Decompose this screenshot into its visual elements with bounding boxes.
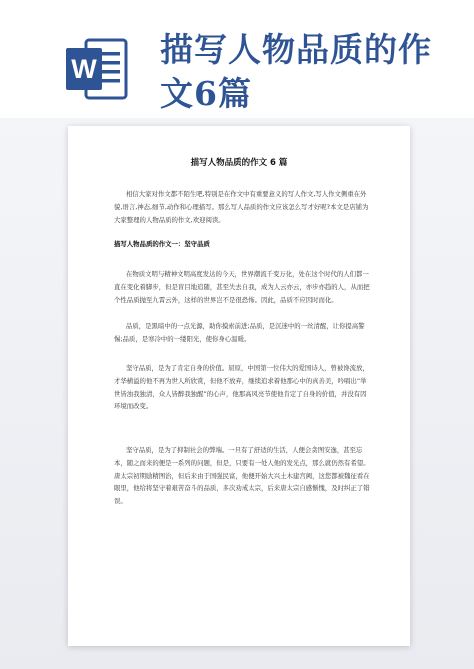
paragraph-4: 坚守品质，是为了抑制社会的弊端。一旦有了舒适的生活，人便会贪图安逸，甚至忘本，随之而来的便是一系列的问题，但是，只要有一处人他的发光点，那么就仍然有希望。唐太宗初期励精图治，但后来由于国强民富，他便开始大兴土木建宫阙，这您都被魏征看在眼里，他给将坚守着艰苦奋斗的品质，多次劝戒太宗，后来唐太宗自感惭愧，及时纠正了错误。: [114, 446, 370, 506]
document-title: 描写人物品质的作文 6 篇: [190, 158, 288, 168]
paragraph-1: 在物质文明与精神文明高度发达的今天，世界潮流千变万化，处在这个时代的人们都一直在变化着脚步，但是盲目地追随，甚至失去自我，成为人云亦云，亦步亦趋的人，从而把个性品质抛至九霄云外，这样的世界岂不是很恐怖。因此，品质不应因时而化。: [114, 270, 370, 304]
word-icon-letter: W: [71, 54, 97, 84]
intro-paragraph: 相信大家对作文都不陌生吧,特别是在作文中有重要意义的写人作文,写人作文侧重在外貌,语言,神态,细节,动作和心理描写。那么写人品质的作文应该怎么写才好呢?本文是店铺为大家整理的人物品质的作文,欢迎阅读。: [114, 190, 369, 224]
paragraph-3: 坚守品质，是为了肯定自身的价值。屈原，中国第一位伟大的爱国诗人，曾被谗流放，才华横溢的他不再为世人所欣赏，但他不放弃，继续追求着他那心中的真善美，吟唱出“举世皆浊我独清，众人皆醉我独醒”的心声，他那高风亮节使他肯定了自身的价值，并没有因环境而改变。: [114, 364, 369, 411]
banner-title: 描写人物品质的作文6篇: [160, 30, 432, 113]
paragraph-2: 品质，是黑暗中的一点光源，助你摸索前进;品质，是沉迷中的一丝清醒，让你提高警惕;品质，是寒冷中的一缕阳光，使你身心温暖。: [114, 322, 365, 343]
document-page: [68, 126, 410, 646]
banner: [0, 0, 474, 118]
word-document-icon: [64, 34, 130, 104]
section-heading: 描写人物品质的作文一：坚守品质: [114, 240, 210, 248]
